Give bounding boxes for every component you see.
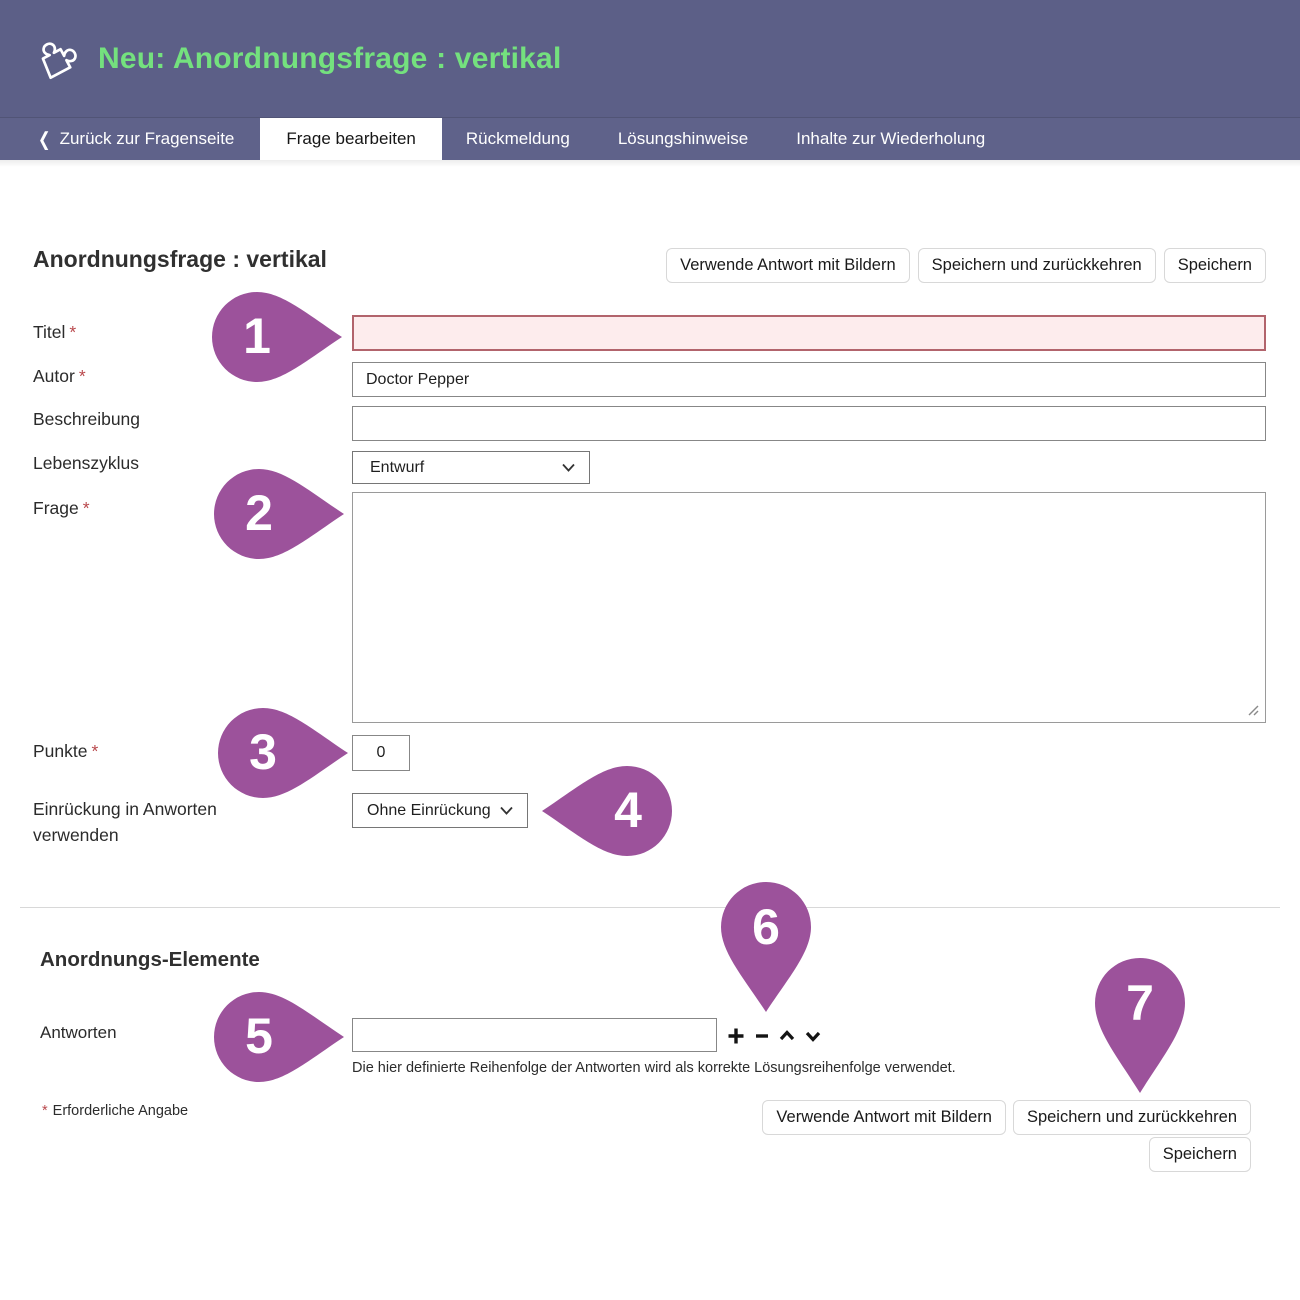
back-to-question-page-tab[interactable] bbox=[14, 118, 258, 160]
tab-loesungshinweise[interactable] bbox=[594, 118, 772, 160]
titel-label: Titel * bbox=[33, 322, 77, 342]
tab-bar bbox=[0, 117, 1300, 160]
verwende-antwort-mit-bildern-button[interactable]: Verwende Antwort mit Bildern bbox=[666, 248, 910, 283]
app-header bbox=[0, 0, 1300, 117]
answer-order-controls bbox=[727, 1021, 821, 1051]
puzzle-icon bbox=[28, 31, 84, 87]
punkte-label: Punkte * bbox=[33, 741, 99, 761]
titel-input[interactable] bbox=[352, 315, 1266, 351]
back-tab-label: Zurück zur Fragenseite bbox=[59, 129, 235, 148]
callout-pin-1 bbox=[212, 292, 342, 382]
einrueckung-select[interactable] bbox=[352, 793, 528, 828]
callout-pin-4 bbox=[542, 765, 673, 857]
speichern-button[interactable]: Speichern bbox=[1164, 248, 1266, 283]
tab-label: Inhalte zur Wiederholung bbox=[796, 129, 986, 148]
punkte-input[interactable] bbox=[352, 735, 410, 771]
speichern-und-zurueckkehren-button-bottom[interactable]: Speichern und zurückkehren bbox=[1013, 1100, 1251, 1135]
required-asterisk: * bbox=[82, 498, 90, 518]
elements-heading: Anordnungs-Elemente bbox=[40, 948, 260, 971]
back-chevron-icon: ❮ bbox=[38, 129, 51, 151]
chevron-down-icon bbox=[562, 463, 575, 472]
bottom-save-button-row bbox=[1149, 1137, 1251, 1172]
pin-number: 2 bbox=[245, 484, 273, 541]
pin-number: 5 bbox=[245, 1007, 273, 1064]
pin-number: 4 bbox=[614, 781, 642, 838]
answer-order-hint: Die hier definierte Reihenfolge der Antworten wird als korrekte Lösungsreihenfolge verwendet. bbox=[352, 1060, 956, 1076]
lebenszyklus-value: Entwurf bbox=[370, 458, 425, 476]
einrueckung-label: Einrückung in Anworten verwenden bbox=[33, 799, 217, 845]
tab-inhalte-zur-wiederholung[interactable] bbox=[772, 118, 1009, 160]
speichern-button-bottom[interactable]: Speichern bbox=[1149, 1137, 1251, 1172]
bottom-action-buttons bbox=[762, 1100, 1251, 1135]
tab-frage-bearbeiten[interactable] bbox=[260, 118, 441, 160]
tab-label: Rückmeldung bbox=[465, 129, 570, 148]
content-top-shadow bbox=[0, 160, 1300, 167]
move-down-icon[interactable] bbox=[805, 1027, 821, 1045]
pin-number: 1 bbox=[243, 307, 271, 364]
einrueckung-value: Ohne Einrückung bbox=[367, 801, 491, 819]
callout-pin-2 bbox=[214, 469, 344, 559]
required-asterisk: * bbox=[69, 322, 77, 342]
required-asterisk: * bbox=[42, 1103, 48, 1119]
beschreibung-input[interactable] bbox=[352, 406, 1266, 441]
add-icon[interactable] bbox=[727, 1027, 745, 1045]
pin-number: 3 bbox=[249, 723, 277, 780]
callout-pin-5 bbox=[214, 992, 344, 1082]
callout-pin-7 bbox=[1095, 958, 1185, 1093]
pin-number: 6 bbox=[752, 898, 780, 955]
callout-pin-3 bbox=[218, 708, 348, 798]
beschreibung-label: Beschreibung bbox=[33, 409, 141, 429]
tab-label: Frage bearbeiten bbox=[286, 129, 416, 148]
lebenszyklus-select[interactable] bbox=[352, 451, 590, 484]
autor-label: Autor * bbox=[33, 366, 86, 386]
callout-pin-6 bbox=[721, 882, 811, 1012]
section-divider bbox=[20, 907, 1280, 908]
frage-label: Frage * bbox=[33, 498, 90, 518]
speichern-und-zurueckkehren-button[interactable]: Speichern und zurückkehren bbox=[918, 248, 1156, 283]
autor-input[interactable] bbox=[352, 362, 1266, 397]
antworten-input[interactable] bbox=[352, 1018, 717, 1052]
top-action-buttons bbox=[666, 248, 1266, 283]
tab-label: Lösungshinweise bbox=[617, 129, 749, 148]
frage-textarea[interactable] bbox=[352, 492, 1266, 723]
pin-number: 7 bbox=[1126, 974, 1154, 1031]
form-heading: Anordnungsfrage : vertikal bbox=[33, 246, 327, 272]
remove-icon[interactable] bbox=[755, 1027, 769, 1045]
lebenszyklus-label: Lebenszyklus bbox=[33, 453, 140, 473]
chevron-down-icon bbox=[500, 806, 513, 815]
required-asterisk: * bbox=[91, 741, 99, 761]
tab-rueckmeldung[interactable] bbox=[442, 118, 594, 160]
move-up-icon[interactable] bbox=[779, 1027, 795, 1045]
antworten-label: Antworten bbox=[40, 1023, 117, 1042]
required-asterisk: * bbox=[78, 366, 86, 386]
page-title: Neu: Anordnungsfrage : vertikal bbox=[98, 41, 562, 75]
required-footnote: * Erforderliche Angabe bbox=[42, 1103, 189, 1119]
verwende-antwort-mit-bildern-button-bottom[interactable]: Verwende Antwort mit Bildern bbox=[762, 1100, 1006, 1135]
